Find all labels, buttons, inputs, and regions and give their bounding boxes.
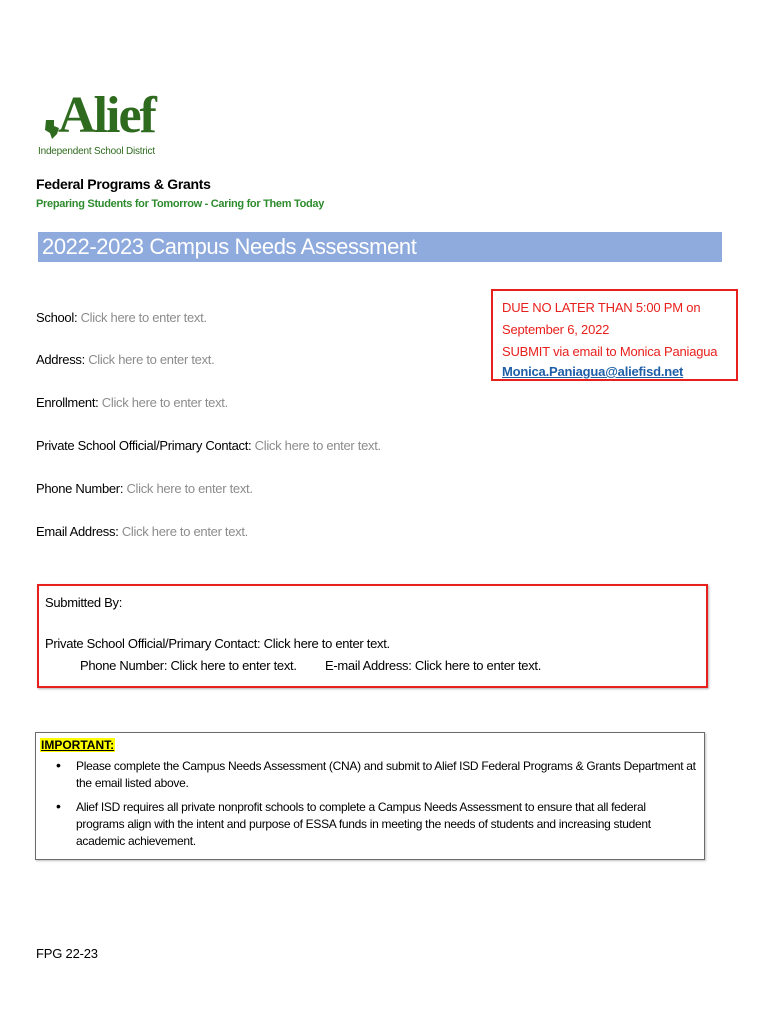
field-label: Email Address:	[36, 524, 119, 539]
bullet-icon: •	[56, 757, 61, 773]
submitted-by-box	[37, 584, 708, 688]
submitted-contact-input[interactable]: Click here to enter text.	[263, 636, 390, 651]
alief-logo	[38, 87, 155, 164]
submitted-contact-row	[45, 636, 390, 651]
submitted-phone-row	[80, 658, 297, 673]
logo-wordmark: Alief	[58, 87, 155, 144]
submitted-heading: Submitted By:	[45, 595, 123, 610]
tagline: Preparing Students for Tomorrow - Caring for Them Today	[36, 198, 325, 210]
submitted-phone-label: Phone Number:	[80, 658, 168, 673]
field-school	[36, 310, 207, 325]
field-email	[36, 524, 248, 539]
contact-input[interactable]: Click here to enter text.	[254, 438, 381, 453]
address-input[interactable]: Click here to enter text.	[88, 352, 215, 367]
department-name: Federal Programs & Grants	[36, 176, 211, 192]
field-phone	[36, 481, 253, 496]
school-input[interactable]: Click here to enter text.	[80, 310, 207, 325]
field-enrollment	[36, 395, 228, 410]
phone-input[interactable]: Click here to enter text.	[126, 481, 253, 496]
important-bullet-2: Alief ISD requires all private nonprofit schools to complete a Campus Needs Assessment to ensure that all federal programs align with the intent and purpose of ESSA funds in meeting the needs of students and increasing student academic achievement.	[76, 800, 651, 848]
due-deadline: DUE NO LATER THAN 5:00 PM on	[502, 300, 701, 315]
due-notice-box	[491, 289, 738, 381]
field-label: Private School Official/Primary Contact:	[36, 438, 252, 453]
submitted-email-label: E-mail Address:	[325, 658, 412, 673]
important-box	[35, 732, 705, 860]
submitted-email-input[interactable]: Click here to enter text.	[414, 658, 542, 673]
submitted-contact-label: Private School Official/Primary Contact:	[45, 636, 261, 651]
field-label: Enrollment:	[36, 395, 99, 410]
enrollment-input[interactable]: Click here to enter text.	[101, 395, 228, 410]
bullet-icon: •	[56, 798, 61, 814]
due-submit-instruction: SUBMIT via email to Monica Paniagua	[502, 344, 718, 359]
field-label: Phone Number:	[36, 481, 124, 496]
field-contact	[36, 438, 381, 453]
field-label: Address:	[36, 352, 85, 367]
submitted-email-row	[325, 658, 541, 673]
title-bar	[38, 232, 722, 262]
due-date: September 6, 2022	[502, 322, 610, 337]
due-email-link[interactable]: Monica.Paniagua@aliefisd.net	[502, 364, 684, 379]
submitted-phone-input[interactable]: Click here to enter text.	[170, 658, 297, 673]
logo-subtitle: Independent School District	[38, 146, 155, 157]
field-label: School:	[36, 310, 78, 325]
email-input[interactable]: Click here to enter text.	[121, 524, 248, 539]
field-address	[36, 352, 214, 367]
footer-code: FPG 22-23	[36, 946, 98, 961]
page-title: 2022-2023 Campus Needs Assessment	[42, 234, 417, 259]
important-bullet-1: Please complete the Campus Needs Assessment (CNA) and submit to Alief ISD Federal Programs & Grants Department at the email listed above.	[76, 759, 696, 790]
important-title: IMPORTANT:	[41, 738, 115, 752]
